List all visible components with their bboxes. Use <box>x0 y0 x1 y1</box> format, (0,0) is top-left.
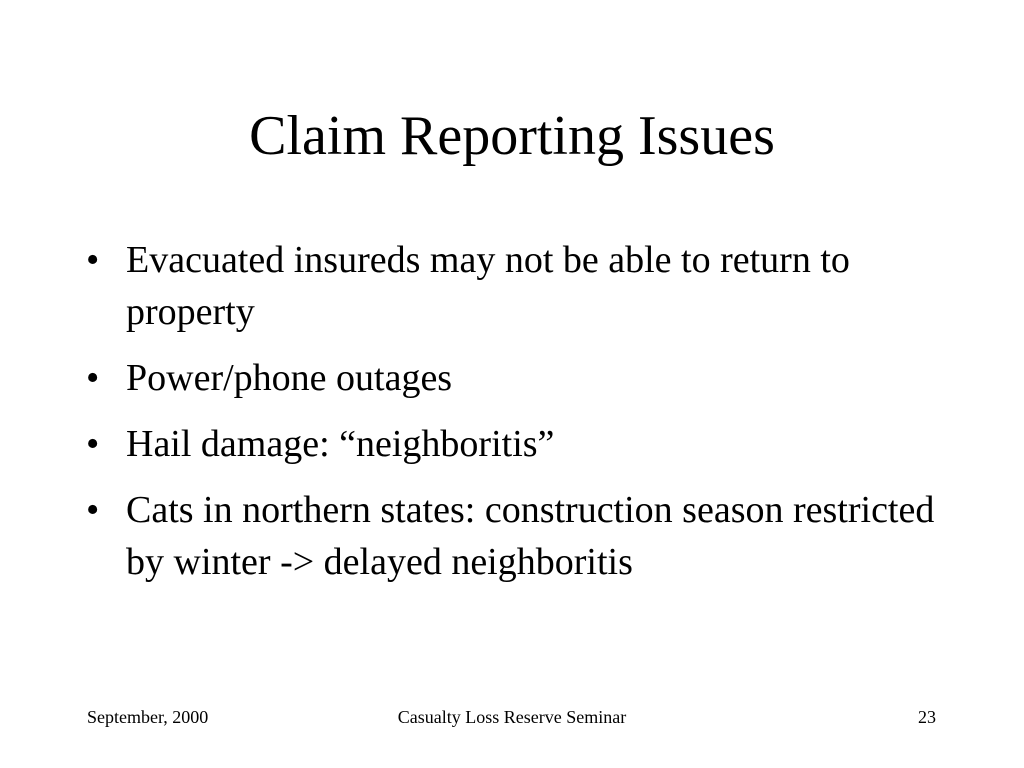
footer-seminar-name: Casualty Loss Reserve Seminar <box>397 707 627 727</box>
bullet-item <box>86 418 956 470</box>
footer-date: September, 2000 <box>87 707 209 727</box>
bullet-item <box>86 234 956 338</box>
bullet-dot-icon: • <box>86 239 100 281</box>
bullet-item <box>86 352 956 404</box>
bullet-dot-icon: • <box>86 357 100 399</box>
bullet-text: Evacuated insureds may not be able to return to property <box>126 239 850 333</box>
bullet-dot-icon: • <box>86 489 100 531</box>
slide-title: Claim Reporting Issues <box>249 105 775 167</box>
bullet-item <box>86 484 956 588</box>
bullet-list <box>86 234 956 602</box>
bullet-dot-icon: • <box>86 423 100 465</box>
footer-page-number: 23 <box>918 707 936 727</box>
bullet-text: Cats in northern states: construction season restricted by winter -> delayed neighboritis <box>126 489 935 583</box>
bullet-text: Hail damage: “neighboritis” <box>126 423 555 465</box>
bullet-text: Power/phone outages <box>126 357 453 399</box>
